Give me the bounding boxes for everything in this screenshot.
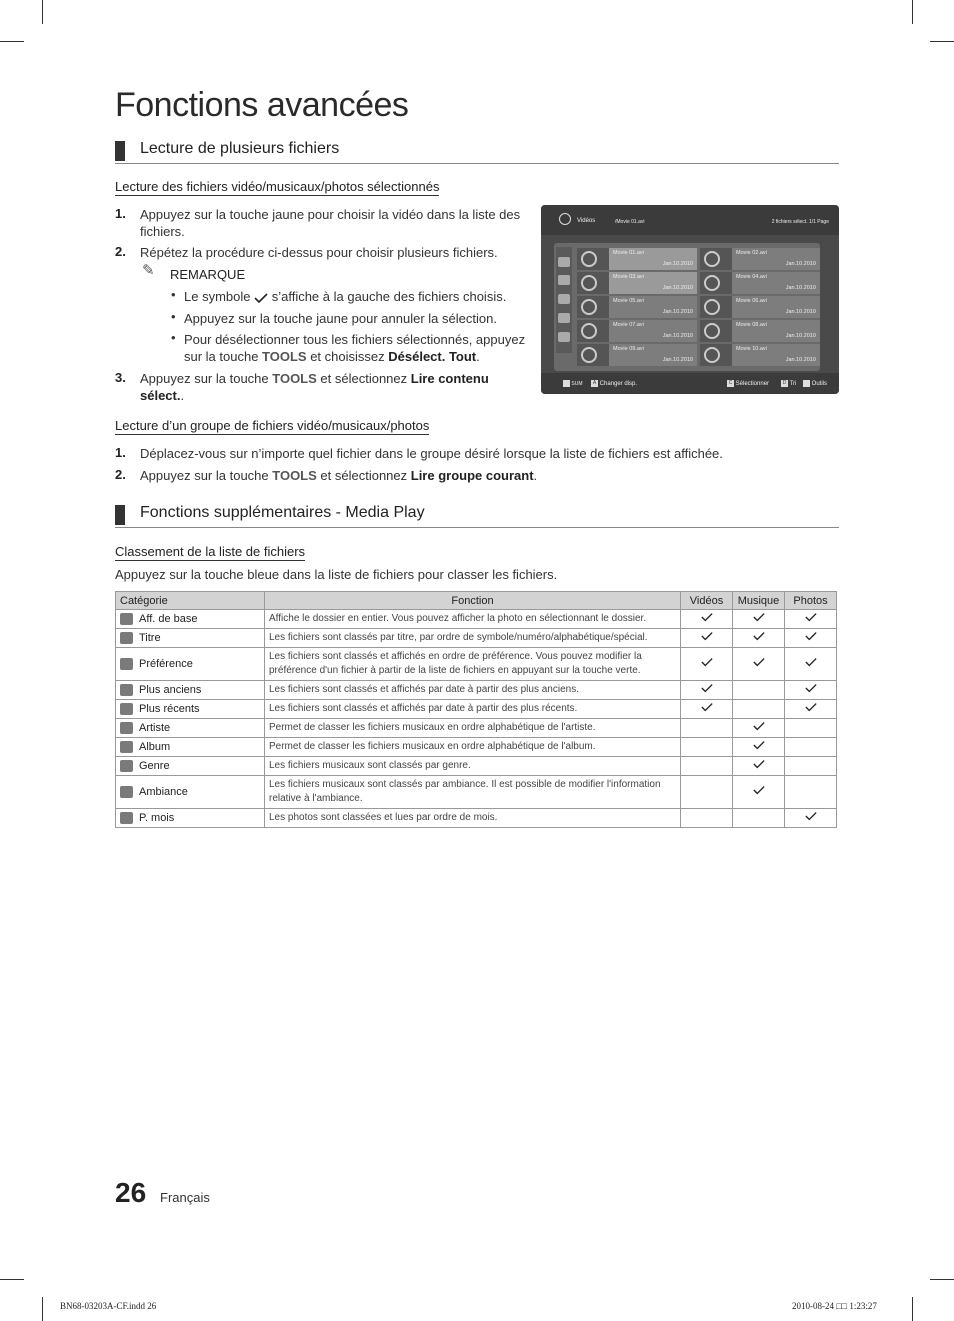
category-cell — [116, 700, 265, 719]
bullet-dot: • — [171, 287, 176, 302]
file-thumbnail — [577, 272, 609, 294]
check-cell — [733, 776, 785, 809]
check-cell — [681, 757, 733, 776]
screen-status: 2 fichiers sélect. 1/1 Page — [771, 219, 829, 225]
check-cell — [733, 700, 785, 719]
section-header — [115, 139, 839, 164]
check-cell — [681, 681, 733, 700]
bullet-text — [184, 331, 534, 365]
checkmark-icon — [805, 702, 817, 712]
category-label: Aff. de base — [139, 613, 198, 625]
file-tile[interactable] — [700, 344, 820, 366]
check-cell — [681, 700, 733, 719]
function-cell: Les fichiers sont classés et affichés par date à partir des plus anciens. — [265, 681, 681, 700]
file-date: Jan.10.2010 — [662, 333, 693, 339]
checkmark-icon — [805, 631, 817, 641]
category-cell — [116, 757, 265, 776]
section-title: Fonctions supplémentaires - Media Play — [140, 504, 425, 521]
crop-mark — [0, 1279, 24, 1280]
subheading: Lecture des fichiers vidéo/musicaux/photos sélectionnés — [115, 179, 440, 194]
keyword: TOOLS — [272, 371, 317, 386]
category-label: Genre — [139, 760, 170, 772]
category-icon — [120, 658, 133, 670]
function-cell: Les fichiers sont classés et affichés en ordre de préférence. Vous pouvez modifier la préférence d'un fichier à partir de la liste de fichiers en appuyant sur la touche verte. — [265, 648, 681, 681]
file-tile[interactable] — [700, 320, 820, 342]
header-videos: Vidéos — [681, 592, 733, 610]
check-cell — [785, 629, 837, 648]
checkmark-icon — [805, 683, 817, 693]
film-reel-icon — [704, 323, 720, 339]
table-body — [116, 610, 837, 828]
check-cell — [681, 719, 733, 738]
film-reel-icon — [704, 299, 720, 315]
category-icon — [120, 632, 133, 644]
category-cell — [116, 738, 265, 757]
sidebar-icon — [558, 257, 570, 267]
footer-tools[interactable] — [803, 380, 827, 387]
file-name: Movie 10.avi — [736, 346, 767, 352]
film-reel-icon — [704, 251, 720, 267]
step-number: 1. — [115, 445, 126, 460]
category-cell — [116, 681, 265, 700]
check-cell — [785, 776, 837, 809]
screen-path: /Movie 01.avi — [615, 219, 645, 225]
screen-app-title: Vidéos — [577, 218, 596, 224]
footer-sum — [563, 380, 583, 387]
function-cell: Les fichiers sont classés et affichés par date à partir des plus récents. — [265, 700, 681, 719]
file-name: Movie 01.avi — [613, 250, 644, 256]
file-date: Jan.10.2010 — [662, 261, 693, 267]
sort-table — [115, 591, 837, 828]
table-row — [116, 757, 837, 776]
category-icon — [120, 812, 133, 824]
sum-icon — [563, 380, 570, 387]
check-cell — [733, 681, 785, 700]
file-tile[interactable] — [700, 272, 820, 294]
bullet-text-part: Le symbole — [184, 289, 255, 304]
page-number: 26 — [115, 1177, 147, 1208]
category-label: Plus récents — [139, 703, 200, 715]
category-icon — [120, 703, 133, 715]
film-reel-icon — [581, 251, 597, 267]
tv-screenshot — [541, 205, 839, 394]
keyword: Lire contenu sélect. — [140, 371, 489, 403]
film-reel-icon — [581, 347, 597, 363]
category-label: Ambiance — [139, 786, 188, 798]
change-disp-label: Changer disp. — [599, 381, 638, 388]
file-thumbnail — [700, 344, 732, 366]
file-tile[interactable] — [577, 272, 697, 294]
category-icon — [120, 741, 133, 753]
sidebar-icon — [558, 275, 570, 285]
table-row — [116, 809, 837, 828]
bullet-text-part: et choisissez — [306, 349, 389, 364]
table-row — [116, 700, 837, 719]
crop-mark — [930, 41, 954, 42]
table-row — [116, 719, 837, 738]
check-cell — [785, 738, 837, 757]
check-cell — [785, 809, 837, 828]
file-name: Movie 09.avi — [613, 346, 644, 352]
keyword: Lire groupe courant — [410, 468, 534, 483]
keyword: TOOLS — [262, 349, 307, 364]
category-icon — [120, 613, 133, 625]
keyword: TOOLS — [272, 468, 317, 483]
file-thumbnail — [700, 320, 732, 342]
checkmark-icon — [753, 612, 765, 622]
tools-label: Outils — [811, 381, 828, 388]
function-cell: Les fichiers sont classés par titre, par ordre de symbole/numéro/alphabétique/spécial. — [265, 629, 681, 648]
check-cell — [681, 776, 733, 809]
file-date: Jan.10.2010 — [785, 357, 816, 363]
tools-icon — [803, 380, 810, 387]
header-music: Musique — [733, 592, 785, 610]
checkmark-icon — [753, 740, 765, 750]
file-date: Jan.10.2010 — [662, 309, 693, 315]
file-thumbnail — [577, 320, 609, 342]
step-text-part: Appuyez sur la touche — [140, 371, 273, 386]
section-title: Lecture de plusieurs fichiers — [140, 140, 340, 157]
d-key-icon: D — [782, 380, 787, 386]
print-file-info: BN68-03203A-CF.indd 26 — [60, 1301, 157, 1311]
checkmark-icon — [753, 657, 765, 667]
crop-mark — [42, 0, 43, 24]
category-label: Album — [139, 741, 171, 753]
check-cell — [785, 610, 837, 629]
checkmark-icon — [753, 785, 765, 795]
step-text: Déplacez-vous sur n’importe quel fichier dans le groupe désiré lorsque la liste de fichiers est affichée. — [140, 446, 723, 461]
category-label: Préférence — [139, 658, 193, 670]
checkmark-icon — [701, 683, 713, 693]
footer-select[interactable] — [727, 380, 769, 387]
file-date: Jan.10.2010 — [785, 333, 816, 339]
file-thumbnail — [700, 296, 732, 318]
step-text-part: . — [180, 388, 185, 403]
print-timestamp: 2010-08-24 □□ 1:23:27 — [792, 1301, 877, 1311]
section-bar — [115, 141, 125, 161]
file-thumbnail — [577, 296, 609, 318]
sort-label: Tri — [789, 381, 797, 388]
category-cell — [116, 719, 265, 738]
select-label: Sélectionner — [735, 381, 770, 388]
checkmark-icon — [701, 612, 713, 622]
note-pencil-icon: ✎ — [142, 262, 155, 279]
table-row — [116, 648, 837, 681]
film-reel-icon — [581, 275, 597, 291]
checkmark-icon — [805, 657, 817, 667]
table-row — [116, 610, 837, 629]
bullet-text-part: . — [476, 349, 480, 364]
checkmark-icon — [701, 657, 713, 667]
step-text: Répétez la procédure ci-dessus pour choisir plusieurs fichiers. — [140, 245, 498, 260]
function-cell: Les fichiers musicaux sont classés par genre. — [265, 757, 681, 776]
sidebar-icon — [558, 332, 570, 342]
table-row — [116, 738, 837, 757]
checkmark-icon — [254, 293, 268, 303]
film-reel-icon — [581, 299, 597, 315]
step-number: 2. — [115, 244, 126, 259]
bullet-text: Appuyez sur la touche jaune pour annuler la sélection. — [184, 311, 497, 326]
category-icon — [120, 684, 133, 696]
header-function: Fonction — [265, 592, 681, 610]
category-label: P. mois — [139, 812, 175, 824]
film-reel-icon — [581, 323, 597, 339]
file-date: Jan.10.2010 — [662, 357, 693, 363]
step-number: 3. — [115, 370, 126, 385]
category-icon — [120, 760, 133, 772]
file-thumbnail — [577, 248, 609, 270]
c-key-icon: C — [728, 380, 733, 386]
file-tile[interactable] — [577, 248, 697, 270]
sum-label: SUM — [571, 380, 583, 387]
bullet-dot: • — [171, 330, 176, 345]
check-cell — [785, 700, 837, 719]
file-tile[interactable] — [577, 344, 697, 366]
film-reel-icon — [704, 347, 720, 363]
checkmark-icon — [753, 721, 765, 731]
step-text-part: et sélectionnez — [316, 371, 411, 386]
crop-mark — [912, 0, 913, 24]
checkmark-icon — [805, 811, 817, 821]
footer-change-disp[interactable] — [591, 380, 637, 387]
check-cell — [733, 719, 785, 738]
step-text-part: . — [533, 468, 538, 483]
check-cell — [785, 757, 837, 776]
film-reel-icon — [704, 275, 720, 291]
category-label: Artiste — [139, 722, 171, 734]
crop-mark — [42, 1297, 43, 1321]
category-label: Titre — [139, 632, 161, 644]
step-text: Appuyez sur la touche jaune pour choisir la vidéo dans la liste des fichiers. — [140, 207, 521, 239]
check-cell — [681, 809, 733, 828]
check-cell — [733, 757, 785, 776]
step-text-part: et sélectionnez — [316, 468, 411, 483]
section-bar — [115, 505, 125, 525]
file-tile[interactable] — [700, 248, 820, 270]
bullet-text-part: s’affiche à la gauche des fichiers choisis. — [268, 289, 507, 304]
sidebar-icon — [558, 313, 570, 323]
a-key-icon: A — [592, 380, 597, 386]
step-text — [140, 370, 510, 404]
file-name: Movie 05.avi — [613, 298, 644, 304]
check-cell — [733, 629, 785, 648]
check-cell — [785, 681, 837, 700]
checkmark-icon — [701, 631, 713, 641]
check-cell — [681, 648, 733, 681]
checkmark-icon — [701, 702, 713, 712]
table-row — [116, 629, 837, 648]
file-date: Jan.10.2010 — [662, 285, 693, 291]
function-cell: Permet de classer les fichiers musicaux en ordre alphabétique de l'artiste. — [265, 719, 681, 738]
file-date: Jan.10.2010 — [785, 309, 816, 315]
footer-sort[interactable] — [781, 380, 796, 387]
note-label: REMARQUE — [170, 267, 246, 282]
subheading: Lecture d’un groupe de fichiers vidéo/musicaux/photos — [115, 418, 430, 433]
table-row — [116, 776, 837, 809]
step-text — [140, 467, 830, 484]
category-icon — [120, 786, 133, 798]
crop-mark — [912, 1297, 913, 1321]
step-text-part: Appuyez sur la touche — [140, 468, 273, 483]
header-category: Catégorie — [116, 592, 265, 610]
step-number: 1. — [115, 206, 126, 221]
file-tile[interactable] — [700, 296, 820, 318]
check-cell — [785, 719, 837, 738]
category-cell — [116, 610, 265, 629]
bullet-text — [184, 288, 534, 305]
category-cell — [116, 776, 265, 809]
checkmark-icon — [805, 612, 817, 622]
check-cell — [733, 809, 785, 828]
check-cell — [681, 610, 733, 629]
bullet-text-part: Pour désélectionner tous les fichiers sélectionnés, appuyez sur la touche — [184, 332, 526, 364]
subheading: Classement de la liste de fichiers — [115, 544, 306, 559]
function-cell: Permet de classer les fichiers musicaux en ordre alphabétique de l'album. — [265, 738, 681, 757]
file-name: Movie 07.avi — [613, 322, 644, 328]
page-language: Français — [160, 1190, 210, 1205]
function-cell: Les fichiers musicaux sont classés par ambiance. Il est possible de modifier l'information relative à l'ambiance. — [265, 776, 681, 809]
file-name: Movie 08.avi — [736, 322, 767, 328]
file-date: Jan.10.2010 — [785, 261, 816, 267]
file-name: Movie 03.avi — [613, 274, 644, 280]
file-name: Movie 04.avi — [736, 274, 767, 280]
section-header — [115, 503, 839, 528]
checkmark-icon — [753, 759, 765, 769]
category-cell — [116, 809, 265, 828]
file-date: Jan.10.2010 — [785, 285, 816, 291]
intro-text: Appuyez sur la touche bleue dans la liste de fichiers pour classer les fichiers. — [115, 567, 558, 582]
file-thumbnail — [700, 272, 732, 294]
header-photos: Photos — [785, 592, 837, 610]
screen-footer — [541, 373, 839, 394]
category-icon — [120, 722, 133, 734]
file-thumbnail — [577, 344, 609, 366]
crop-mark — [0, 41, 24, 42]
crop-mark — [930, 1279, 954, 1280]
category-cell — [116, 648, 265, 681]
file-tile[interactable] — [577, 296, 697, 318]
videos-icon — [559, 213, 571, 225]
file-thumbnail — [700, 248, 732, 270]
check-cell — [785, 648, 837, 681]
check-cell — [733, 738, 785, 757]
category-label: Plus anciens — [139, 684, 202, 696]
check-cell — [733, 610, 785, 629]
file-tile[interactable] — [577, 320, 697, 342]
bullet-dot: • — [171, 309, 176, 324]
function-cell: Affiche le dossier en entier. Vous pouvez afficher la photo en sélectionnant le dossier. — [265, 610, 681, 629]
step-number: 2. — [115, 467, 126, 482]
check-cell — [681, 629, 733, 648]
file-name: Movie 06.avi — [736, 298, 767, 304]
function-cell: Les photos sont classées et lues par ordre de mois. — [265, 809, 681, 828]
check-cell — [681, 738, 733, 757]
checkmark-icon — [753, 631, 765, 641]
file-name: Movie 02.avi — [736, 250, 767, 256]
table-row — [116, 681, 837, 700]
table-header-row — [116, 592, 837, 610]
check-cell — [733, 648, 785, 681]
keyword: Désélect. Tout — [388, 349, 477, 364]
page-title: Fonctions avancées — [115, 86, 409, 124]
category-cell — [116, 629, 265, 648]
sidebar-icon — [558, 294, 570, 304]
